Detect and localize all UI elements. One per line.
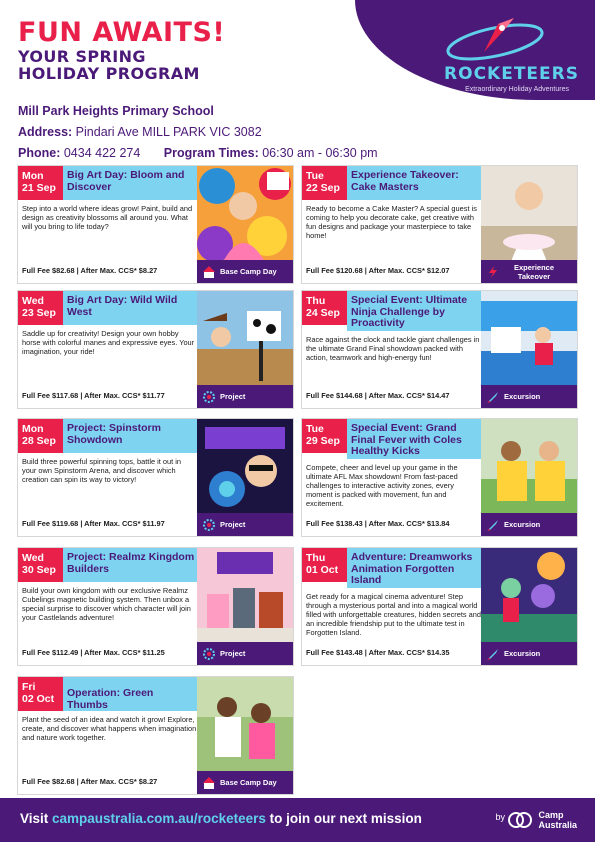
camp-australia-line2: Australia [538, 820, 577, 830]
base-camp-icon [202, 776, 216, 790]
event-title: Big Art Day: Wild Wild West [63, 291, 200, 325]
event-fee: Full Fee $144.68 | After Max. CCS* $14.47 [306, 391, 450, 400]
event-type-label-line1: Experience [513, 262, 555, 272]
event-type-label: Base Camp Day [220, 267, 277, 276]
event-date [302, 166, 347, 200]
event-type-label: Project [220, 649, 246, 658]
event-type-badge [197, 385, 293, 408]
event-card [17, 676, 294, 795]
event-description: Get ready for a magical cinema adventure! Step through a mysterious portal and into a magical world filled with unforgettable creatures, hidden secrets and an incredible friendship put to the ultimate test in Forgotten Island. [306, 592, 482, 637]
event-description: Build your own kingdom with our exclusive Realmz Cubelings magnetic building system. Then unbox a special surprise to discover which character will join your Castlelands adventure! [22, 586, 191, 622]
address-label: Address: [18, 125, 73, 139]
event-photo [197, 548, 293, 644]
event-date-value: 01 Oct [306, 564, 339, 576]
event-date [18, 548, 63, 582]
event-photo [197, 677, 293, 773]
camp-australia-line1: Camp [538, 810, 564, 820]
event-day: Tue [306, 423, 324, 435]
event-type-badge [481, 385, 577, 408]
event-date-value: 02 Oct [22, 693, 55, 705]
program-times-value: 06:30 am - 06:30 pm [262, 146, 378, 160]
rocket-icon [486, 518, 500, 532]
event-day: Tue [306, 170, 324, 182]
event-type-label: Excursion [504, 649, 541, 658]
event-date-value: 21 Sep [22, 182, 56, 194]
rocket-icon [486, 390, 500, 404]
event-description: Compete, cheer and level up your game in the ultimate AFL Max showdown! From fast-paced challenges to interactive activity zones, every moment is packed with movement, fun and excitement. [306, 463, 458, 508]
event-title: Special Event: Grand Final Fever with Coles Healthy Kicks [347, 419, 484, 459]
event-date [302, 419, 347, 453]
event-fee: Full Fee $82.68 | After Max. CCS* $8.27 [22, 266, 158, 275]
event-day: Wed [22, 295, 44, 307]
event-title: Experience Takeover: Cake Masters [347, 166, 484, 200]
event-date [18, 677, 63, 711]
event-day: Fri [22, 681, 36, 693]
footer-url-link[interactable]: campaustralia.com.au/rocketeers [52, 811, 266, 826]
event-card [17, 165, 294, 284]
camp-australia-logo-icon [507, 809, 533, 831]
by-label: by [495, 812, 505, 822]
event-date-value: 24 Sep [306, 307, 340, 319]
gear-icon [202, 518, 216, 532]
event-type-badge [197, 260, 293, 283]
rocket-logo-icon [440, 14, 550, 62]
address-line [18, 125, 262, 139]
event-date-value: 29 Sep [306, 435, 340, 447]
event-date [18, 166, 63, 200]
brand-name: ROCKETEERS [444, 64, 579, 84]
event-description: Plant the seed of an idea and watch it grow! Explore, create, and discover what happens when imagination and nature work together. [22, 715, 197, 742]
event-card [17, 547, 294, 666]
event-card [301, 165, 578, 284]
event-type-label: Excursion [504, 392, 541, 401]
gear-icon [202, 647, 216, 661]
footer-text [20, 811, 422, 826]
event-fee: Full Fee $138.43 | After Max. CCS* $13.84 [306, 519, 450, 528]
event-photo [197, 419, 293, 515]
event-description: Build three powerful spinning tops, battle it out in your own Spinstorm Arena, and discover which creation can spin its way to victory! [22, 457, 181, 484]
rocket-icon [486, 647, 500, 661]
event-photo [197, 291, 293, 387]
event-type-label: Project [220, 392, 246, 401]
event-description: Step into a world where ideas grow! Paint, build and design as creativity blossoms all around you. What will you bring to life today? [22, 204, 193, 231]
footer [0, 798, 595, 842]
event-photo [481, 548, 577, 644]
event-title: Project: Realmz Kingdom Builders [63, 548, 200, 582]
event-description: Ready to become a Cake Master? A special guest is coming to help you decorate cake, get creative with fun designs and package your masterpiece to take home! [306, 204, 477, 240]
event-date-value: 30 Sep [22, 564, 56, 576]
footer-text-after: to join our next mission [265, 811, 422, 826]
event-date [18, 419, 63, 453]
event-date [302, 291, 347, 325]
brand-tagline: Extraordinary Holiday Adventures [465, 86, 569, 93]
event-type-badge [481, 513, 577, 536]
event-day: Mon [22, 170, 44, 182]
event-title: Operation: Green Thumbs [63, 677, 200, 711]
event-type-badge [481, 642, 577, 665]
address-value: Pindari Ave MILL PARK VIC 3082 [75, 125, 262, 139]
event-title: Adventure: Dreamworks Animation Forgotten Island [347, 548, 484, 588]
event-type-badge [197, 771, 293, 794]
event-day: Mon [22, 423, 44, 435]
footer-text-before: Visit [20, 811, 53, 826]
event-card [301, 547, 578, 666]
event-photo [481, 291, 577, 387]
event-type-label: Project [220, 520, 246, 529]
gear-icon [202, 390, 216, 404]
event-card [17, 418, 294, 537]
event-description: Race against the clock and tackle giant challenges in the ultimate Grand Final showdown packed with action, teamwork and high-energy fun! [306, 335, 480, 362]
event-description: Saddle up for creativity! Design your own hobby horse with colorful manes and expressive eyes. Your imagination, your ride! [22, 329, 195, 356]
event-type-label: Base Camp Day [220, 778, 277, 787]
event-title: Special Event: Ultimate Ninja Challenge by Proactivity [347, 291, 484, 331]
header [18, 18, 225, 82]
phone-line [18, 146, 378, 160]
event-fee: Full Fee $143.48 | After Max. CCS* $14.35 [306, 648, 450, 657]
phone-label: Phone: [18, 146, 61, 160]
event-type-badge [197, 513, 293, 536]
event-date-value: 23 Sep [22, 307, 56, 319]
event-date-value: 22 Sep [306, 182, 340, 194]
event-title: Project: Spinstorm Showdown [63, 419, 200, 453]
event-title: Big Art Day: Bloom and Discover [63, 166, 200, 200]
event-type-badge [481, 260, 577, 283]
event-fee: Full Fee $82.68 | After Max. CCS* $8.27 [22, 777, 158, 786]
event-card [301, 418, 578, 537]
lightning-icon [486, 265, 500, 279]
event-fee: Full Fee $112.49 | After Max. CCS* $11.25 [22, 648, 165, 657]
camp-australia-logo-text [538, 810, 577, 830]
event-type-label: Excursion [504, 520, 541, 529]
event-day: Wed [22, 552, 44, 564]
event-day: Thu [306, 552, 326, 564]
event-type-label [504, 263, 564, 281]
page-subtitle-line1: YOUR SPRING [18, 47, 146, 66]
school-name: Mill Park Heights Primary School [18, 104, 214, 118]
event-type-label-line2: Takeover [517, 271, 551, 281]
event-date [18, 291, 63, 325]
event-photo [481, 419, 577, 515]
event-photo [197, 166, 293, 262]
event-type-badge [197, 642, 293, 665]
phone-value: 0434 422 274 [63, 146, 141, 160]
base-camp-icon [202, 265, 216, 279]
event-card [17, 290, 294, 409]
event-date [302, 548, 347, 582]
page-title: FUN AWAITS! [18, 17, 226, 48]
event-date-value: 28 Sep [22, 435, 56, 447]
program-times-label: Program Times: [163, 146, 259, 160]
brand-panel [355, 0, 595, 100]
event-card [301, 290, 578, 409]
page-subtitle-line2: HOLIDAY PROGRAM [18, 64, 200, 83]
event-fee: Full Fee $119.68 | After Max. CCS* $11.97 [22, 519, 165, 528]
event-fee: Full Fee $117.68 | After Max. CCS* $11.77 [22, 391, 165, 400]
event-day: Thu [306, 295, 326, 307]
event-fee: Full Fee $120.68 | After Max. CCS* $12.07 [306, 266, 450, 275]
event-photo [481, 166, 577, 262]
